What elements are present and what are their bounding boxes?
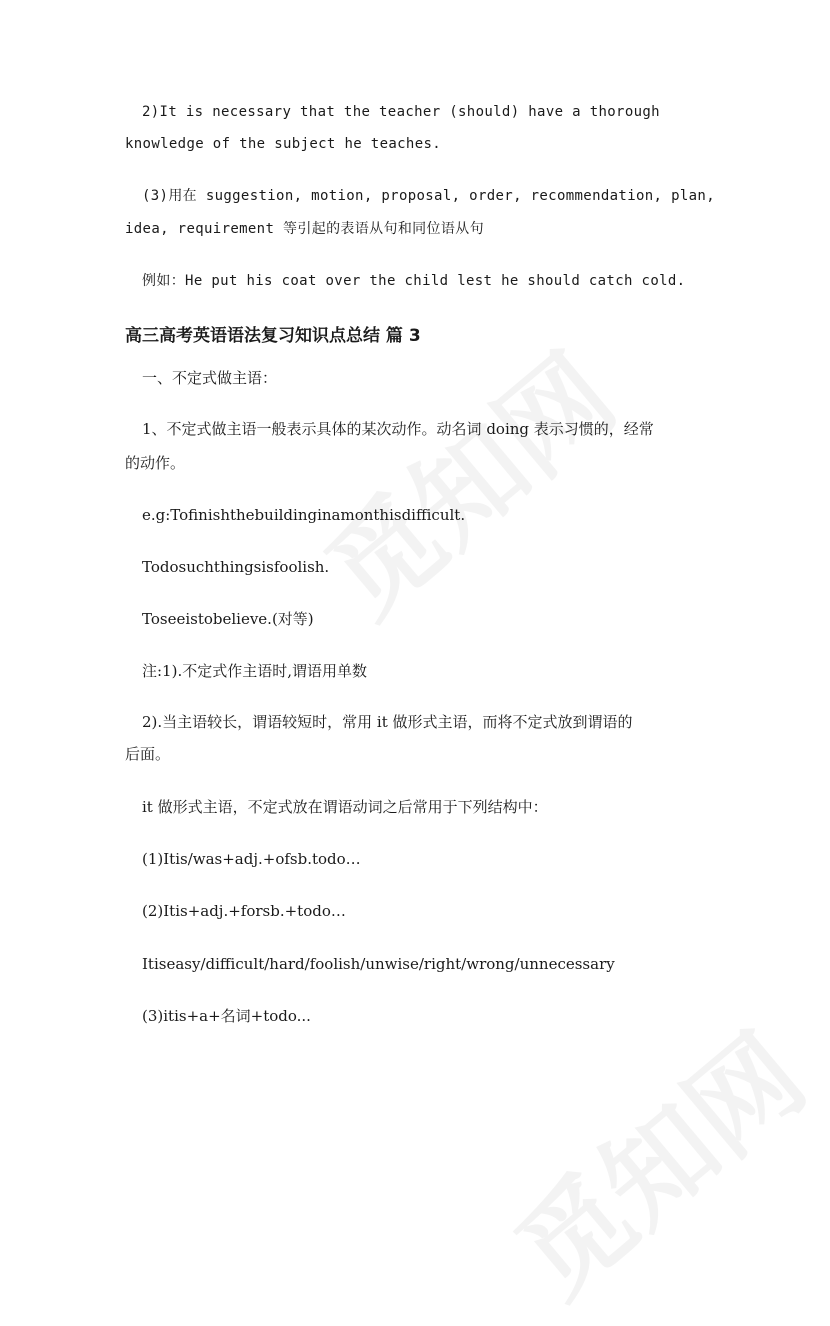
paragraph-line: 的动作。 — [125, 454, 186, 472]
paragraph-line: (1)Itis/was+adj.+ofsb.todo… — [142, 850, 361, 868]
paragraph-line: e.g:Tofinishthebuildinginamonthisdifficult. — [142, 506, 466, 524]
watermark-logo — [478, 992, 830, 1325]
paragraph-line: Todosuchthingsisfoolish. — [142, 558, 330, 576]
section-heading: 高三高考英语语法复习知识点总结 篇 3 — [125, 326, 421, 346]
paragraph-line: 一、不定式做主语： — [142, 369, 278, 387]
paragraph-line: (3)用在 suggestion, motion, proposal, order, recommendation, plan, — [142, 188, 715, 204]
paragraph-line: Itiseasy/difficult/hard/foolish/unwise/right/wrong/unnecessary — [142, 955, 615, 973]
paragraph-line: 后面。 — [125, 745, 171, 763]
paragraph-line: (2)Itis+adj.+forsb.+todo… — [142, 902, 346, 920]
paragraph-line: 1、不定式做主语一般表示具体的某次动作。动名词 doing 表示习惯的，经常 — [142, 420, 654, 438]
paragraph-line: 注:1).不定式作主语时,谓语用单数 — [142, 662, 367, 680]
paragraph-line: (3)itis+a+名词+todo... — [142, 1007, 311, 1025]
paragraph-line: it 做形式主语，不定式放在谓语动词之后常用于下列结构中： — [142, 798, 548, 816]
paragraph-line: idea, requirement 等引起的表语从句和同位语从句 — [125, 221, 484, 237]
watermark-logo — [288, 312, 642, 645]
paragraph-line: 2)It is necessary that the teacher (should) have a thorough — [142, 104, 660, 120]
paragraph-line: 例如：He put his coat over the child lest he should catch cold. — [142, 273, 686, 289]
paragraph-line: 2).当主语较长，谓语较短时，常用 it 做形式主语，而将不定式放到谓语的 — [142, 713, 633, 731]
paragraph-line: Toseeistobelieve.(对等) — [142, 610, 314, 628]
paragraph-line: knowledge of the subject he teaches. — [125, 136, 442, 152]
